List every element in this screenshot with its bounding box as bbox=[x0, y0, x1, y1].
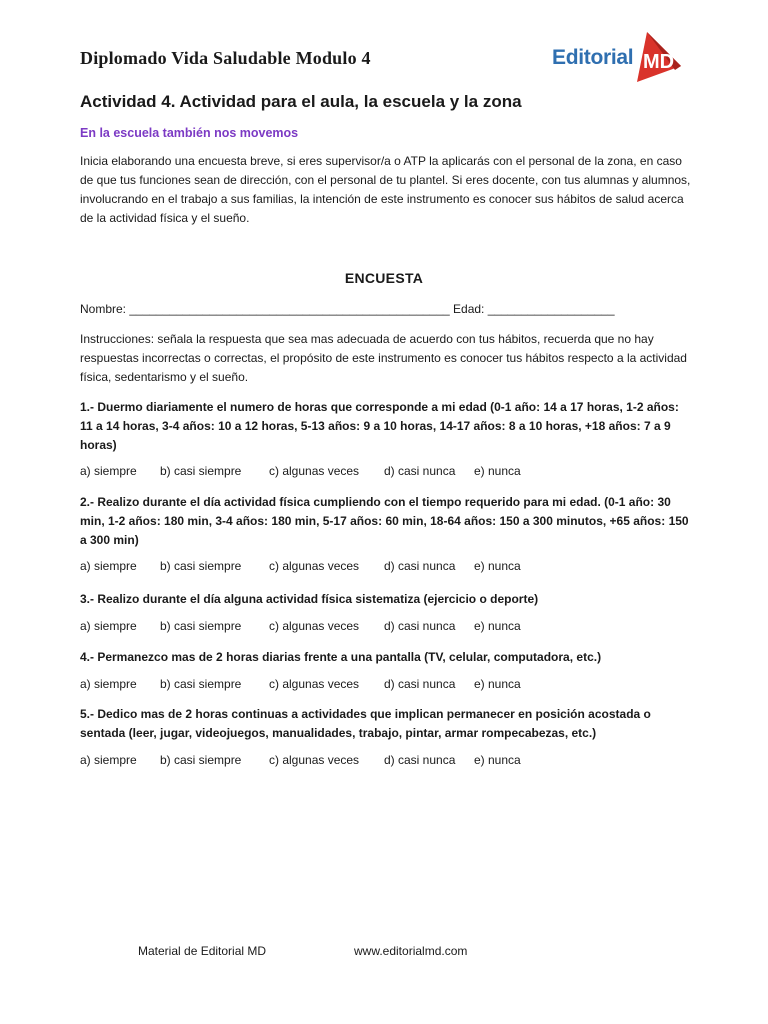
option-b[interactable]: b) casi siempre bbox=[160, 677, 242, 691]
option-d[interactable]: d) casi nunca bbox=[384, 753, 456, 767]
question-4: 4.- Permanezco mas de 2 horas diarias frente a una pantalla (TV, celular, computadora, etc.) bbox=[80, 650, 602, 664]
logo-mark-icon bbox=[635, 30, 683, 82]
option-e[interactable]: e) nunca bbox=[474, 753, 521, 767]
option-c[interactable]: c) algunas veces bbox=[269, 753, 360, 767]
intro-paragraph: Inicia elaborando una encuesta breve, si eres supervisor/a o ATP la aplicarás con el personal de la zona, en caso de que tus funciones sean de dirección, con el personal de tu plantel. Si eres docente, con tus alumnas y alumnos, involucrando en el trabajo a sus familias, la intención de este instrumento es conocer sus hábitos de salud acerca de la actividad física y el sueño. bbox=[80, 154, 691, 225]
course-title: Diplomado Vida Saludable Modulo 4 bbox=[80, 48, 371, 68]
option-b[interactable]: b) casi siempre bbox=[160, 464, 242, 478]
logo-text: Editorial bbox=[552, 46, 634, 69]
option-a[interactable]: a) siempre bbox=[80, 753, 137, 767]
name-age-line: Nombre: ________________________________________________ Edad: ___________________ bbox=[80, 302, 615, 316]
instructions-paragraph: Instrucciones: señala la respuesta que sea mas adecuada de acuerdo con tus hábitos, recuerda que no hay respuestas incorrectas o correctas, el propósito de este instrumento es conocer tus hábitos respecto a la actividad física, sedentarismo y el sueño. bbox=[80, 332, 687, 384]
option-e[interactable]: e) nunca bbox=[474, 559, 521, 573]
option-d[interactable]: d) casi nunca bbox=[384, 677, 456, 691]
option-c[interactable]: c) algunas veces bbox=[269, 619, 360, 633]
option-d[interactable]: d) casi nunca bbox=[384, 464, 456, 478]
editorial-md-logo bbox=[552, 30, 684, 86]
option-d[interactable]: d) casi nunca bbox=[384, 619, 456, 633]
option-c[interactable]: c) algunas veces bbox=[269, 464, 360, 478]
activity-title: Actividad 4. Actividad para el aula, la escuela y la zona bbox=[80, 92, 522, 111]
question-2: 2.- Realizo durante el día actividad física cumpliendo con el tiempo requerido para mi edad. (0-1 año: 30 min, 1-2 años: 180 min, 3-4 años: 180 min, 5-17 años: 60 min, 18-64 años: 150 a 300 minutos, +65 años: 150 a 300 min) bbox=[80, 495, 689, 547]
question-3: 3.- Realizo durante el día alguna actividad física sistematiza (ejercicio o deporte) bbox=[80, 592, 539, 606]
footer-credit: Material de Editorial MD bbox=[138, 944, 267, 958]
option-a[interactable]: a) siempre bbox=[80, 464, 137, 478]
option-a[interactable]: a) siempre bbox=[80, 677, 137, 691]
survey-heading: ENCUESTA bbox=[344, 270, 424, 286]
question-5: 5.- Dedico mas de 2 horas continuas a actividades que implican permanecer en posición acostada o sentada (leer, jugar, videojuegos, manualidades, trabajo, pintar, armar rompecabezas, etc.) bbox=[80, 707, 651, 740]
option-b[interactable]: b) casi siempre bbox=[160, 559, 242, 573]
option-c[interactable]: c) algunas veces bbox=[269, 559, 360, 573]
question-1: 1.- Duermo diariamente el numero de horas que corresponde a mi edad (0-1 año: 14 a 17 horas, 1-2 años: 11 a 14 horas, 3-4 años: 10 a 12 horas, 5-13 años: 9 a 10 horas, 14-17 años: 8 a 10 horas, +18 años: 7 a 9 horas) bbox=[80, 400, 679, 452]
logo-mark-text: MD bbox=[643, 51, 675, 73]
activity-subtitle: En la escuela también nos movemos bbox=[80, 126, 299, 140]
option-a[interactable]: a) siempre bbox=[80, 559, 137, 573]
option-a[interactable]: a) siempre bbox=[80, 619, 137, 633]
option-e[interactable]: e) nunca bbox=[474, 464, 521, 478]
option-b[interactable]: b) casi siempre bbox=[160, 619, 242, 633]
option-e[interactable]: e) nunca bbox=[474, 619, 521, 633]
footer-website-link[interactable]: www.editorialmd.com bbox=[354, 944, 468, 958]
option-e[interactable]: e) nunca bbox=[474, 677, 521, 691]
option-b[interactable]: b) casi siempre bbox=[160, 753, 242, 767]
option-d[interactable]: d) casi nunca bbox=[384, 559, 456, 573]
option-c[interactable]: c) algunas veces bbox=[269, 677, 360, 691]
